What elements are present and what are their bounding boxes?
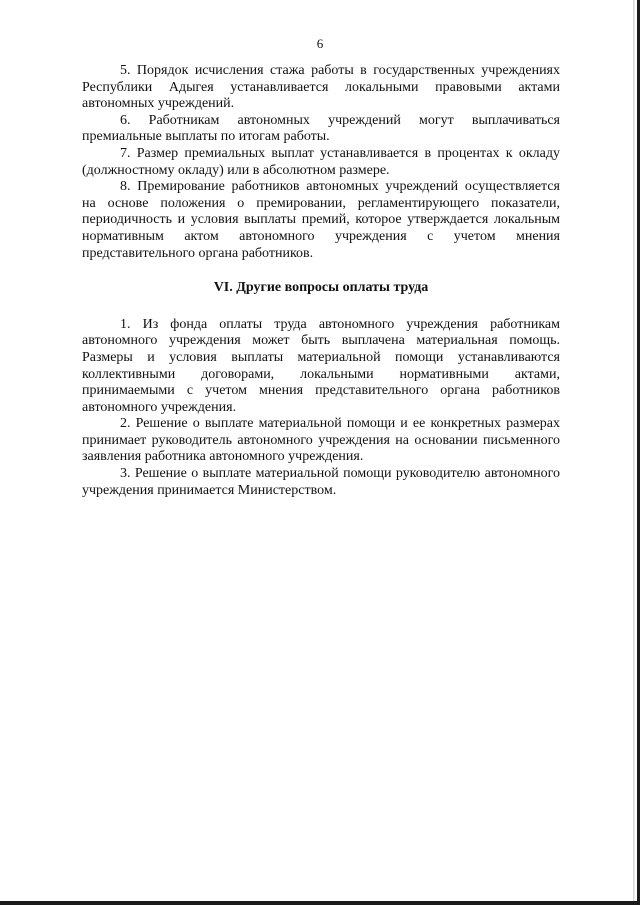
section-vi-paragraph-1: 1. Из фонда оплаты труда автономного учреждения работникам автономного учреждения может быть выплачена материальная помощь. Размеры и условия выплаты материальной помощи устанавливаются коллективными договорами, локальными нормативными актами, принимаемыми с учетом мнения представительного органа работников автономного учреждения. xyxy=(82,316,560,415)
scan-edge-bottom xyxy=(0,901,640,905)
document-body xyxy=(82,63,560,499)
section-vi-paragraph-2: 2. Решение о выплате материальной помощи и ее конкретных размерах принимает руководитель автономного учреждения на основании письменного заявления работника автономного учреждения. xyxy=(82,416,560,465)
page-number: 6 xyxy=(316,36,324,51)
paragraph-6-bonuses: 6. Работникам автономных учреждений могут выплачиваться премиальные выплаты по итогам работы. xyxy=(82,112,560,145)
scan-edge-right xyxy=(633,0,640,905)
paragraph-5-seniority: 5. Порядок исчисления стажа работы в государственных учреждениях Республики Адыгея устанавливается локальными правовыми актами автономных учреждений. xyxy=(82,63,560,112)
section-vi-paragraph-3: 3. Решение о выплате материальной помощи руководителю автономного учреждения принимается Министерством. xyxy=(82,466,560,498)
paragraph-7-bonus-size: 7. Размер премиальных выплат устанавливается в процентах к окладу (должностному окладу) или в абсолютном размере. xyxy=(82,145,560,178)
section-title-vi: VI. Другие вопросы оплаты труда xyxy=(213,280,429,296)
paragraph-8-bonus-regulation: 8. Премирование работников автономных учреждений осуществляется на основе положения о премировании, регламентирующего показатели, периодичность и условия выплаты премий, которое утверждается локальным нормативным актом автономного учреждения с учетом мнения представительного органа работников. xyxy=(82,179,560,261)
